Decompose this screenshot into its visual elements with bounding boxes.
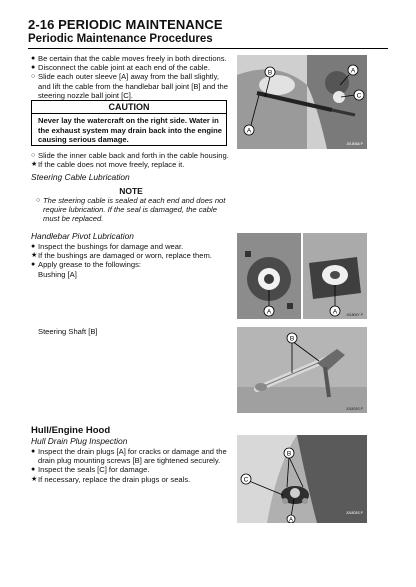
list-item	[31, 242, 231, 251]
grease-item-steering-shaft: Steering Shaft [B]	[38, 327, 98, 336]
caution-box	[31, 100, 227, 146]
bullet-mark: ○	[31, 73, 36, 81]
page-header: 2-16 PERIODIC MAINTENANCE	[28, 17, 223, 32]
pivot-steps	[31, 242, 231, 270]
bullet-mark: ★	[31, 252, 38, 260]
list-item	[31, 447, 231, 465]
bullet-mark: ●	[31, 448, 36, 455]
subsection-title: Handlebar Pivot Lubrication	[31, 231, 134, 241]
bullet-mark: ●	[31, 466, 36, 474]
bullet-mark: ●	[31, 64, 36, 72]
list-item	[31, 465, 231, 474]
list-item	[31, 160, 231, 169]
callout-label: B	[289, 335, 295, 343]
list-item-text: Slide each outer sleeve [A] away from the ball slightly, and lift the cable from the handlebar ball joint [B] and the steering nozzle ball joint [C].	[38, 72, 228, 100]
cable-steps	[31, 54, 231, 100]
drain-plug-photo	[237, 435, 367, 523]
bullet-mark: ●	[31, 55, 36, 62]
callout-label: C	[356, 92, 362, 100]
figure-code: J01803S P	[345, 407, 363, 411]
callout-label: A	[288, 517, 294, 523]
bullet-mark: ○	[31, 152, 36, 159]
bushing-photo	[237, 233, 367, 319]
note-body	[36, 196, 232, 224]
figure-code: J01805Y P	[345, 313, 363, 317]
section-heading: Hull/Engine Hood	[31, 425, 111, 436]
caution-title: CAUTION	[32, 101, 226, 114]
callout-label: C	[243, 476, 249, 484]
subsection-title: Steering Cable Lubrication	[31, 172, 130, 182]
callout-label: A	[332, 308, 338, 316]
list-item-text: Inspect the seals [C] for damage.	[38, 465, 150, 475]
list-item	[31, 260, 231, 269]
cable-check-steps	[31, 151, 231, 169]
bullet-mark: ○	[36, 197, 41, 204]
list-item-text: Apply grease to the followings:	[38, 260, 141, 270]
subsection-title: Hull Drain Plug Inspection	[31, 436, 128, 446]
bullet-mark: ●	[31, 261, 36, 269]
callout-label: B	[286, 450, 292, 458]
list-item-text: Be certain that the cable moves freely in both directions.	[38, 54, 227, 63]
list-item	[31, 63, 231, 72]
list-item	[31, 151, 231, 160]
header-rule	[28, 48, 388, 49]
steering-shaft-photo	[237, 327, 367, 413]
list-item-text: If the bushings are damaged or worn, replace them.	[38, 251, 212, 261]
list-item	[31, 251, 231, 260]
callout-label: A	[266, 308, 272, 316]
grease-item-bushing: Bushing [A]	[38, 270, 77, 279]
note-title: NOTE	[119, 186, 143, 196]
bullet-mark: ★	[31, 475, 38, 483]
list-item-text: Inspect the bushings for damage and wear.	[38, 242, 184, 251]
bullet-mark: ★	[31, 161, 38, 169]
list-item-text: Inspect the drain plugs [A] for cracks or damage and the drain plug mounting screws [B] are tightened securely.	[38, 447, 227, 466]
list-item	[31, 72, 231, 100]
caution-text: Never lay the watercraft on the right side. Water in the exhaust system may drain back into the engine causing serious damage.	[38, 116, 222, 145]
bullet-mark: ●	[31, 243, 36, 250]
callout-label: A	[350, 67, 356, 75]
callout-label: B	[267, 69, 273, 77]
figure-code: J01806A P	[346, 142, 363, 146]
list-item	[31, 54, 231, 63]
list-item-text: If the cable does not move freely, replace it.	[38, 160, 185, 170]
drain-plug-steps	[31, 447, 231, 484]
cable-joint-photo	[237, 55, 367, 149]
section-title: Periodic Maintenance Procedures	[28, 33, 213, 45]
callout-label: A	[246, 127, 252, 135]
note-text: The steering cable is sealed at each end and does not require lubrication. If the seal is damaged, the cable must be replaced.	[43, 196, 226, 224]
list-item-text: Disconnect the cable joint at each end of the cable.	[38, 63, 210, 73]
list-item-text: If necessary, replace the drain plugs or seals.	[38, 474, 191, 484]
figure-code: J01803S P	[345, 511, 363, 515]
list-item-text: Slide the inner cable back and forth in the cable housing.	[38, 151, 229, 160]
list-item	[31, 475, 231, 484]
